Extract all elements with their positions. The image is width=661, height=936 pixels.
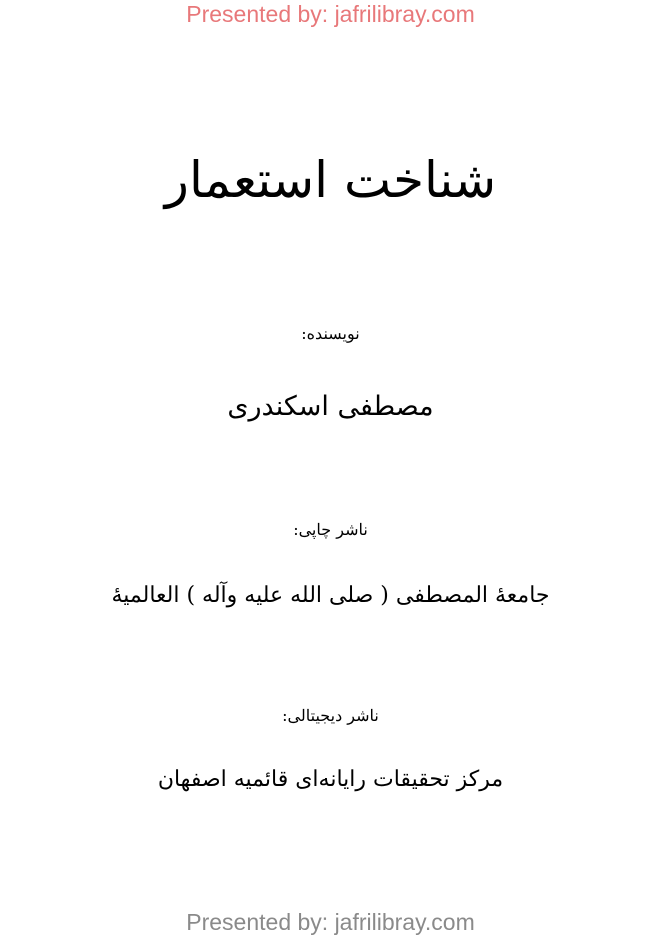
watermark-bottom: Presented by: jafrilibray.com	[186, 909, 475, 935]
digital-publisher-name: مرکز تحقیقات رایانه‌ای قائمیه اصفهان	[157, 767, 504, 792]
author-label: نویسنده:	[301, 324, 360, 343]
author-name: مصطفی اسکندری	[227, 391, 434, 422]
digital-publisher-label: ناشر دیجیتالی:	[282, 706, 379, 725]
watermark-top: Presented by: jafrilibray.com	[186, 1, 475, 27]
print-publisher-label: ناشر چاپی:	[293, 520, 368, 539]
book-title: شناخت استعمار	[164, 151, 497, 209]
print-publisher-name: جامعۀ المصطفی ( صلی الله علیه وآله ) العالمیۀ	[111, 583, 550, 608]
